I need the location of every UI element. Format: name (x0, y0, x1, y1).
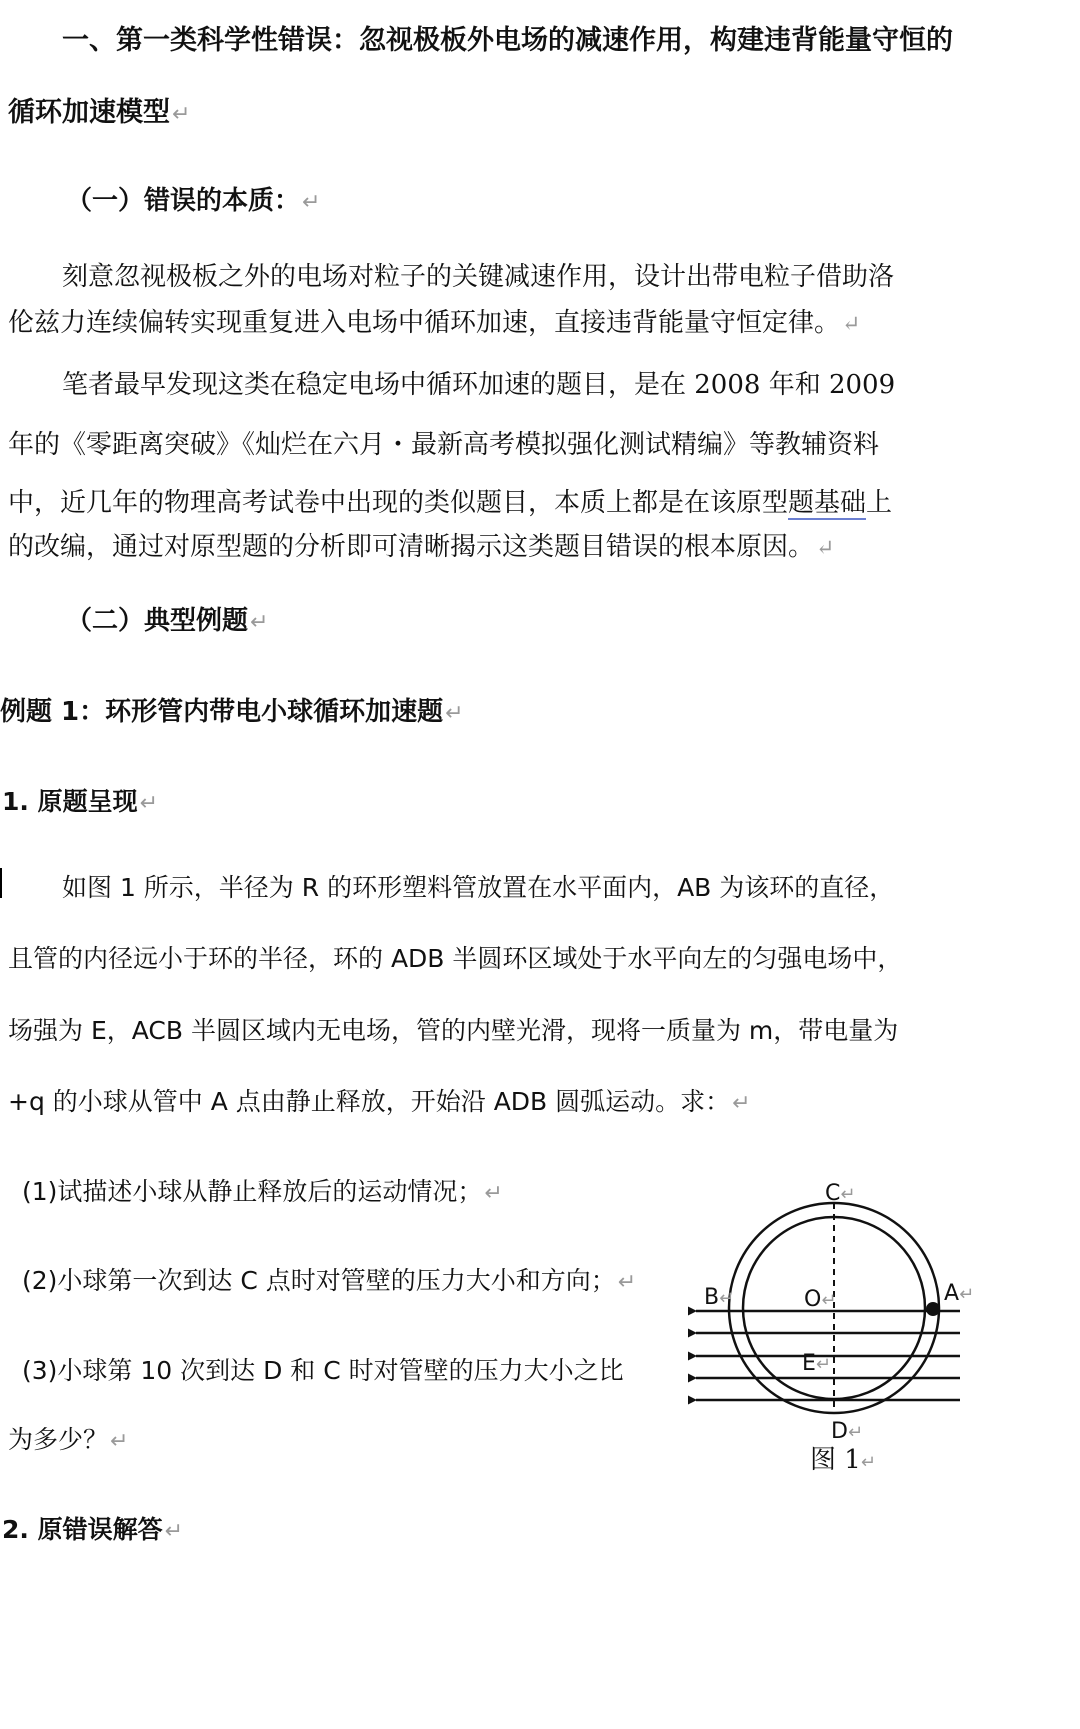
paragraph-history-line-1 (62, 364, 895, 401)
section-original-wrong-solution (2, 1510, 183, 1546)
paragraph-mark-icon: ↵ (816, 536, 835, 561)
section-heading-continued (8, 90, 190, 129)
paragraph-mark-icon: ↵ (139, 791, 159, 816)
question-text: (3)小球第 10 次到达 D 和 C 时对管壁的压力大小之比 (22, 1356, 624, 1385)
problem-line-1 (62, 868, 894, 904)
paragraph-history-line-2 (8, 424, 879, 461)
label-e: E↵ (802, 1351, 831, 1376)
paragraph-mark-icon: ↵ (842, 312, 861, 337)
paragraph-mark-icon: ↵ (172, 102, 191, 127)
question-text: (1)试描述小球从静止释放后的运动情况； (22, 1177, 483, 1206)
figure-ring-tube-diagram (688, 1168, 988, 1488)
section-original-problem (2, 782, 158, 818)
paragraph-history-line-4 (8, 526, 834, 563)
problem-line-3 (8, 1011, 898, 1047)
label-b: B↵ (704, 1285, 735, 1310)
problem-line-4 (8, 1082, 751, 1118)
problem-line-2 (8, 939, 902, 975)
paragraph-text: 笔者最早发现这类在稳定电场中循环加速的题目，是在 2008 年和 2009 (62, 370, 896, 400)
section-heading-text: 一、第一类科学性错误：忽视极板外电场的减速作用，构建违背能量守恒的 (62, 25, 953, 56)
section-original-problem-text: 1. 原题呈现 (2, 787, 138, 816)
question-3 (22, 1351, 624, 1387)
label-a: A↵ (944, 1281, 975, 1306)
problem-text: 如图 1 所示，半径为 R 的环形塑料管放置在水平面内，AB 为该环的直径， (62, 873, 895, 902)
label-o: O↵ (804, 1287, 837, 1312)
paragraph-mark-icon: ↵ (484, 1181, 503, 1206)
paragraph-mark-icon: ↵ (732, 1091, 751, 1116)
label-c: C↵ (825, 1181, 856, 1206)
paragraph-history-line-3 (8, 482, 892, 519)
section-original-wrong-solution-text: 2. 原错误解答 (2, 1515, 163, 1544)
figure-caption: 图 1↵ (810, 1445, 876, 1475)
paragraph-mark-icon: ↵ (250, 610, 269, 635)
section-heading-cont-text: 循环加速模型 (8, 97, 170, 128)
paragraph-mark-icon: ↵ (302, 190, 321, 215)
example-heading (0, 691, 464, 728)
subheading-essence-text: （一）错误的本质： (66, 186, 301, 216)
problem-text: 场强为 E，ACB 半圆区域内无电场，管的内壁光滑，现将一质量为 m，带电量为 (8, 1016, 899, 1045)
paragraph-essence-line-1 (62, 256, 894, 293)
question-text: 为多少？ (8, 1425, 109, 1454)
problem-text: 且管的内径远小于环的半径，环的 ADB 半圆环区域处于水平向左的匀强电场中， (8, 944, 903, 973)
paragraph-mark-icon: ↵ (164, 1519, 184, 1544)
paragraph-text: 年的《零距离突破》《灿烂在六月・最新高考模拟强化测试精编》等教辅资料 (8, 430, 880, 460)
paragraph-essence-line-2 (8, 302, 860, 339)
paragraph-mark-icon: ↵ (445, 701, 464, 726)
problem-text: +q 的小球从管中 A 点由静止释放，开始沿 ADB 圆弧运动。求： (8, 1087, 731, 1116)
text-cursor (0, 868, 2, 898)
paragraph-mark-icon: ↵ (617, 1270, 637, 1295)
subheading-examples (66, 600, 268, 637)
paragraph-text: 上 (866, 488, 893, 518)
question-2 (22, 1261, 636, 1297)
question-text: (2)小球第一次到达 C 点时对管壁的压力大小和方向； (22, 1266, 616, 1295)
charged-ball (926, 1302, 940, 1316)
subheading-essence (66, 180, 320, 217)
section-heading (62, 18, 953, 57)
paragraph-text: 伦兹力连续偏转实现重复进入电场中循环加速，直接违背能量守恒定律。 (8, 308, 841, 338)
paragraph-text: 刻意忽视极板之外的电场对粒子的关键减速作用，设计出带电粒子借助洛 (62, 262, 895, 292)
subheading-examples-text: （二）典型例题 (66, 606, 249, 636)
paragraph-mark-icon: ↵ (110, 1429, 129, 1454)
label-d: D↵ (831, 1419, 864, 1444)
question-3-continued (8, 1420, 128, 1456)
question-1 (22, 1172, 503, 1208)
underlined-text: 题基础 (788, 488, 867, 518)
example-heading-text: 例题 1：环形管内带电小球循环加速题 (0, 697, 444, 727)
paragraph-text: 的改编，通过对原型题的分析即可清晰揭示这类题目错误的根本原因。 (8, 532, 815, 562)
paragraph-text: 中，近几年的物理高考试卷中出现的类似题目，本质上都是在该原型 (8, 488, 789, 518)
